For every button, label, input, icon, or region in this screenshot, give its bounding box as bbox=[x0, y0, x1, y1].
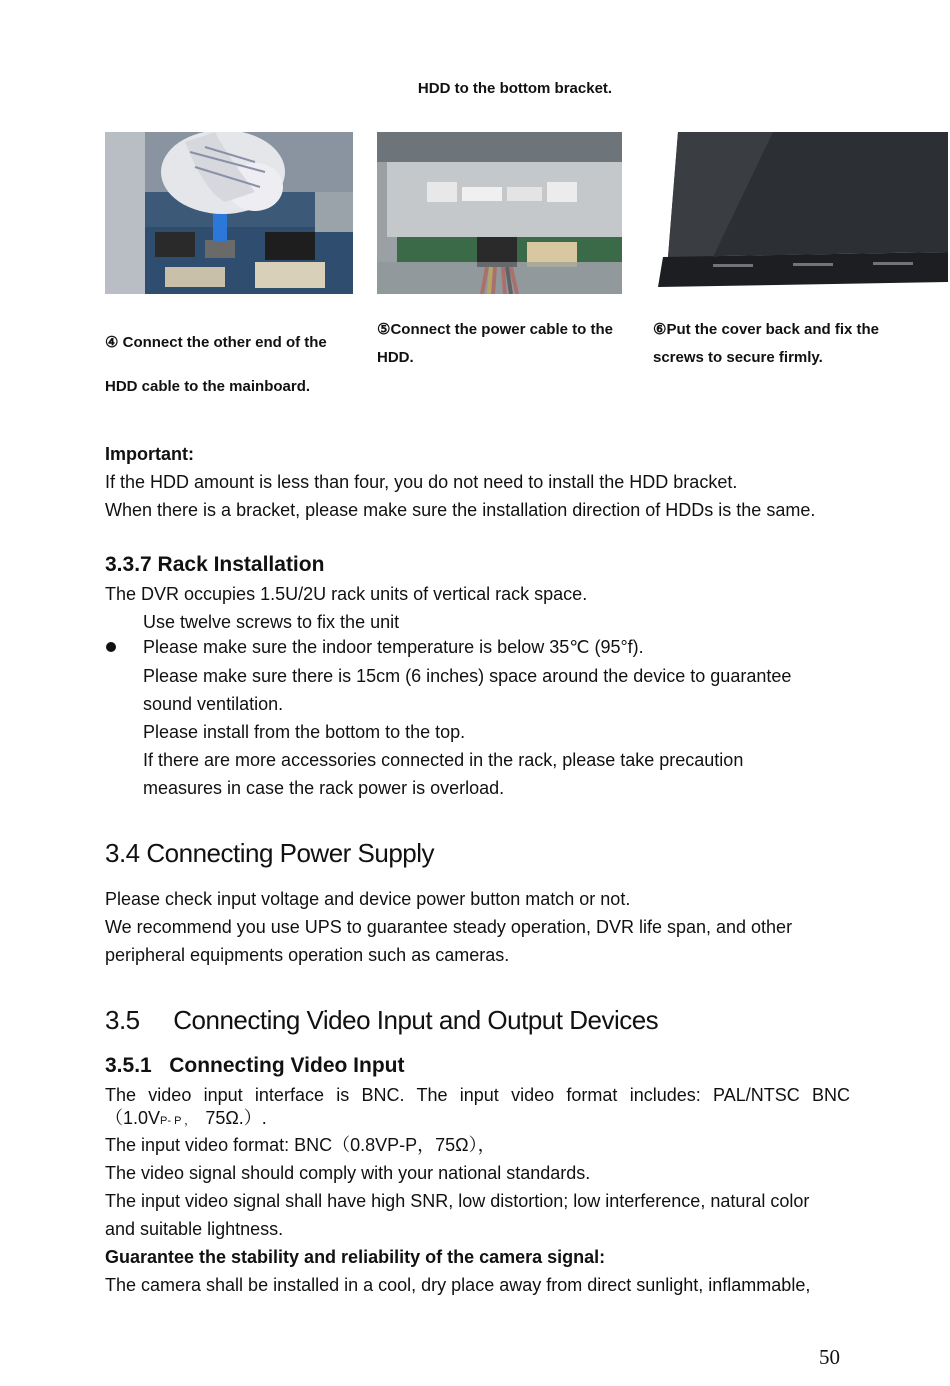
page-number: 50 bbox=[819, 1345, 840, 1369]
photo-dvr-cover bbox=[653, 132, 948, 294]
top-caption: HDD to the bottom bracket. bbox=[417, 80, 613, 97]
caption-step5-line2: HDD. bbox=[377, 349, 414, 366]
video-line2-a: （1.0V bbox=[105, 1108, 161, 1128]
video-sub-heading: 3.5.1 Connecting Video Input bbox=[105, 1054, 405, 1077]
photo-hdd-cable-mainboard bbox=[105, 132, 353, 294]
rack-bullet-4: Please install from the bottom to the top. bbox=[143, 722, 466, 742]
power-line2: We recommend you use UPS to guarantee steady operation, DVR life span, and other bbox=[105, 917, 793, 937]
video-line3: The input video format: BNC（0.8VP-P，75Ω）， bbox=[105, 1135, 496, 1155]
video-line4: The video signal should comply with your national standards. bbox=[105, 1163, 591, 1183]
caption-step4-line1: ④ Connect the other end of the bbox=[105, 334, 327, 351]
video-heading: 3.5 Connecting Video Input and Output Devices bbox=[105, 1005, 659, 1035]
power-heading: 3.4 Connecting Power Supply bbox=[105, 838, 435, 868]
video-line2-sub: P- P ， bbox=[160, 1115, 196, 1127]
video-line2-b: 75Ω.）. bbox=[205, 1108, 267, 1128]
rack-intro: The DVR occupies 1.5U/2U rack units of vertical rack space. bbox=[105, 584, 588, 604]
bullet-dot bbox=[106, 642, 116, 652]
important-line1: If the HDD amount is less than four, you do not need to install the HDD bracket. bbox=[105, 472, 738, 492]
power-line3: peripheral equipments operation such as cameras. bbox=[105, 945, 510, 965]
rack-heading: 3.3.7 Rack Installation bbox=[105, 553, 325, 576]
caption-step5-line1: ⑤Connect the power cable to the bbox=[377, 321, 613, 338]
video-line5: The input video signal shall have high SNR, low distortion; low interference, natural color bbox=[105, 1191, 810, 1211]
video-bold-line: Guarantee the stability and reliability of the camera signal: bbox=[105, 1247, 606, 1267]
important-label: Important: bbox=[105, 444, 194, 464]
rack-bullet-3: Please make sure there is 15cm (6 inches) space around the device to guarantee bbox=[143, 666, 792, 686]
power-line1: Please check input voltage and device power button match or not. bbox=[105, 889, 631, 909]
rack-bullet-5: If there are more accessories connected in the rack, please take precaution bbox=[143, 750, 744, 770]
video-line7: The camera shall be installed in a cool, dry place away from direct sunlight, inflammable, bbox=[105, 1275, 811, 1295]
video-line6: and suitable lightness. bbox=[105, 1219, 284, 1239]
caption-step4-line2: HDD cable to the mainboard. bbox=[105, 378, 311, 395]
rack-bullet-5-cont: measures in case the rack power is overload. bbox=[143, 778, 505, 798]
important-line2: When there is a bracket, please make sure the installation direction of HDDs is the same. bbox=[105, 500, 816, 520]
rack-bullet-3-cont: sound ventilation. bbox=[143, 694, 284, 714]
caption-step6-line1: ⑥Put the cover back and fix the bbox=[653, 321, 880, 338]
photo-hdd-power-cable bbox=[377, 132, 622, 294]
caption-step6-line2: screws to secure firmly. bbox=[653, 349, 823, 366]
video-line1: The video input interface is BNC. The input video format includes: PAL/NTSC BNC bbox=[105, 1085, 850, 1105]
rack-bullet-2: Please make sure the indoor temperature is below 35℃ (95°f). bbox=[143, 637, 644, 657]
rack-bullet-1: Use twelve screws to fix the unit bbox=[143, 612, 400, 632]
